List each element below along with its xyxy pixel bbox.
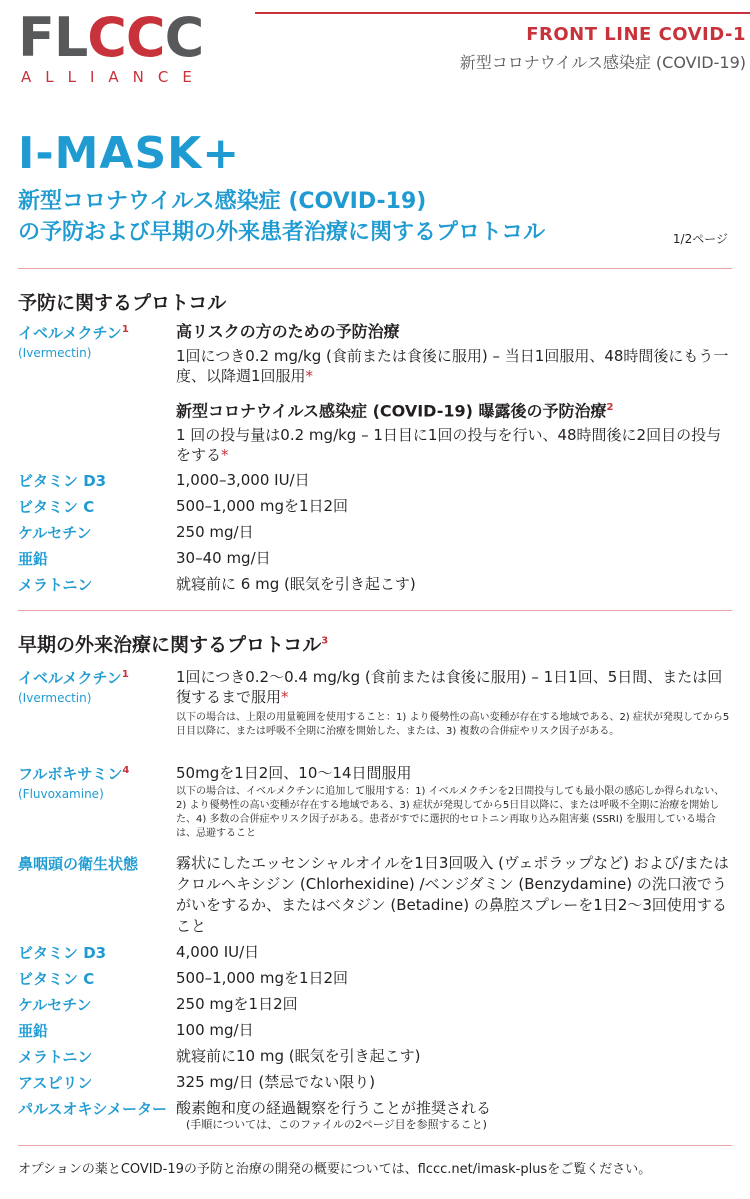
prevention-item-value: 就寝前に 6 mg (眠気を引き起こす)	[176, 575, 416, 593]
oximeter-text: 酸素飽和度の経過観察を行うことが推奨される	[176, 1099, 492, 1117]
exposure-block	[176, 398, 732, 465]
fluvoxamine-text: 50mgを1日2回、10〜14日間服用	[176, 764, 412, 782]
prevention-item-value: 1,000–3,000 IU/日	[176, 471, 310, 489]
hygiene-label: 鼻咽頭の衛生状態	[18, 855, 139, 873]
header-rule	[255, 12, 750, 14]
exposure-text-wrap	[176, 425, 732, 465]
subtitle-line-2: の予防および早期の外来患者治療に関するプロトコル	[18, 220, 546, 245]
fluvoxamine-label	[18, 763, 129, 784]
early-item-label: 亜鉛	[18, 1022, 49, 1040]
early-ivermectin-note: 以下の場合は、上限の用量範囲を使用すること：1) より優勢性の高い変種が存在する地域である、2) 症状が発現してから5日目以降に、または呼吸不全期に治療を開始した、または、3) 複数の合併症やリスク因子がある。	[176, 712, 730, 737]
footnote-ref: 1	[121, 669, 129, 680]
asterisk: *	[305, 367, 314, 385]
logo-text-fl: FL	[18, 6, 88, 69]
prevention-ivermectin-label	[18, 322, 129, 343]
early-item-value: 4,000 IU/日	[176, 943, 260, 961]
section-divider	[18, 610, 732, 611]
prevention-ivermectin-en: (Ivermectin)	[18, 346, 92, 360]
prevention-item-label: ビタミン C	[18, 498, 95, 516]
subtitle-line-1: 新型コロナウイルス感染症 (COVID-19)	[18, 189, 427, 214]
hygiene-text: 霧状にしたエッセンシャルオイルを1日3回吸入 (ヴェポラップなど) および/またはクロルヘキシジン (Chlorhexidine) /ベンジダミン (Benzydamine) の洗口液でうがいをするか、またはベタジン (Betadine) の鼻腔スプレーを1日2〜3回使用すること	[176, 854, 729, 935]
prevention-item-label: メラトニン	[18, 576, 93, 594]
early-item-value: 325 mg/日 (禁忌でない限り)	[176, 1073, 376, 1091]
early-item-value: 就寝前に10 mg (眠気を引き起こす)	[176, 1047, 421, 1065]
fluvoxamine-note: 以下の場合は、イベルメクチンに追加して服用する：1) イベルメクチンを2日間投与しても最小限の感応しか得られない、2) より優勢性の高い変種が存在する地域である、3) 症状が発現してから5日目以降に、または呼吸不全期に治療を開始した、4) 多数の合併症やリスク因子がある。患者がすでに選択的セロトニン再取り込み阻害薬 (SSRI) を服用している場合は、忌避すること	[176, 786, 725, 839]
asterisk: *	[221, 446, 229, 465]
early-item-value: 250 mgを1日2回	[176, 995, 298, 1013]
footnote-ref: 1	[121, 324, 129, 335]
header-subtitle: 新型コロナウイルス感染症 (COVID-19)	[459, 53, 746, 72]
prevention-item-value: 30–40 mg/日	[176, 549, 271, 567]
prevention-item-label: 亜鉛	[18, 550, 49, 568]
early-ivermectin-text: 1回につき0.2〜0.4 mg/kg (食前または食後に服用) – 1日1回、5日間、または回復するまで服用	[176, 668, 723, 706]
flccc-logo	[18, 8, 238, 86]
document-title: I-MASK+	[18, 128, 241, 179]
logo-alliance: ALLIANCE	[21, 68, 206, 86]
exposure-heading-wrap	[176, 398, 732, 421]
early-ivermectin-text-wrap	[176, 667, 732, 707]
early-heading-text: 早期の外来治療に関するプロトコル	[18, 634, 322, 656]
early-item-label: ビタミン D3	[18, 944, 107, 962]
logo-text-cc: CC	[87, 6, 165, 69]
high-risk-text: 1回につき0.2 mg/kg (食前または食後に服用) – 当日1回服用、48時間後にもう一度、以降週1回服用	[176, 347, 729, 385]
prevention-item-value: 500–1,000 mgを1日2回	[176, 497, 349, 515]
early-item-label: ビタミン C	[18, 970, 95, 988]
early-heading	[18, 630, 328, 657]
prevention-item-label: ケルセチン	[18, 524, 92, 542]
early-ivermectin-en: (Ivermectin)	[18, 691, 92, 705]
label-text: イベルメクチン	[18, 669, 122, 687]
section-divider	[18, 268, 732, 269]
fluvoxamine-en: (Fluvoxamine)	[18, 787, 104, 801]
oximeter-note: (手順については、このファイルの2ページ目を参照すること)	[186, 1118, 487, 1131]
footnote-ref: 2	[606, 402, 614, 413]
high-risk-block	[176, 322, 732, 386]
exposure-text: 1 回の投与量は0.2 mg/kg – 1日目に1回の投与を行い、48時間後に2回目の投与をする	[176, 426, 722, 465]
oximeter-label: パルスオキシメーター	[18, 1100, 167, 1118]
early-item-label: ケルセチン	[18, 996, 92, 1014]
footnote-ref: 3	[321, 635, 329, 647]
prevention-item-value: 250 mg/日	[176, 523, 254, 541]
section-divider	[18, 1145, 732, 1146]
logo-wordmark	[18, 8, 238, 68]
label-text: イベルメクチン	[18, 324, 122, 342]
exposure-heading: 新型コロナウイルス感染症 (COVID-19) 曝露後の予防治療	[176, 401, 607, 421]
early-item-value: 500–1,000 mgを1日2回	[176, 969, 349, 987]
header-title: FRONT LINE COVID-1	[526, 24, 746, 45]
prevention-heading: 予防に関するプロトコル	[18, 292, 227, 314]
document-subtitle	[18, 186, 545, 248]
high-risk-heading: 高リスクの方のための予防治療	[176, 322, 400, 341]
asterisk: *	[281, 688, 289, 706]
early-ivermectin-label	[18, 667, 129, 688]
logo-text-c: C	[164, 6, 204, 69]
early-item-label: メラトニン	[18, 1048, 93, 1066]
prevention-item-label: ビタミン D3	[18, 472, 107, 490]
label-text: フルボキサミン	[18, 765, 123, 783]
page-number: 1/2ページ	[672, 232, 728, 246]
footer-text: オプションの薬とCOVID-19の予防と治療の開発の概要については、flccc.net/imask-plusをご覧ください。	[18, 1162, 652, 1177]
high-risk-text-wrap	[176, 346, 732, 386]
early-item-label: アスピリン	[18, 1074, 93, 1092]
early-item-value: 100 mg/日	[176, 1021, 254, 1039]
footnote-ref: 4	[122, 765, 130, 776]
